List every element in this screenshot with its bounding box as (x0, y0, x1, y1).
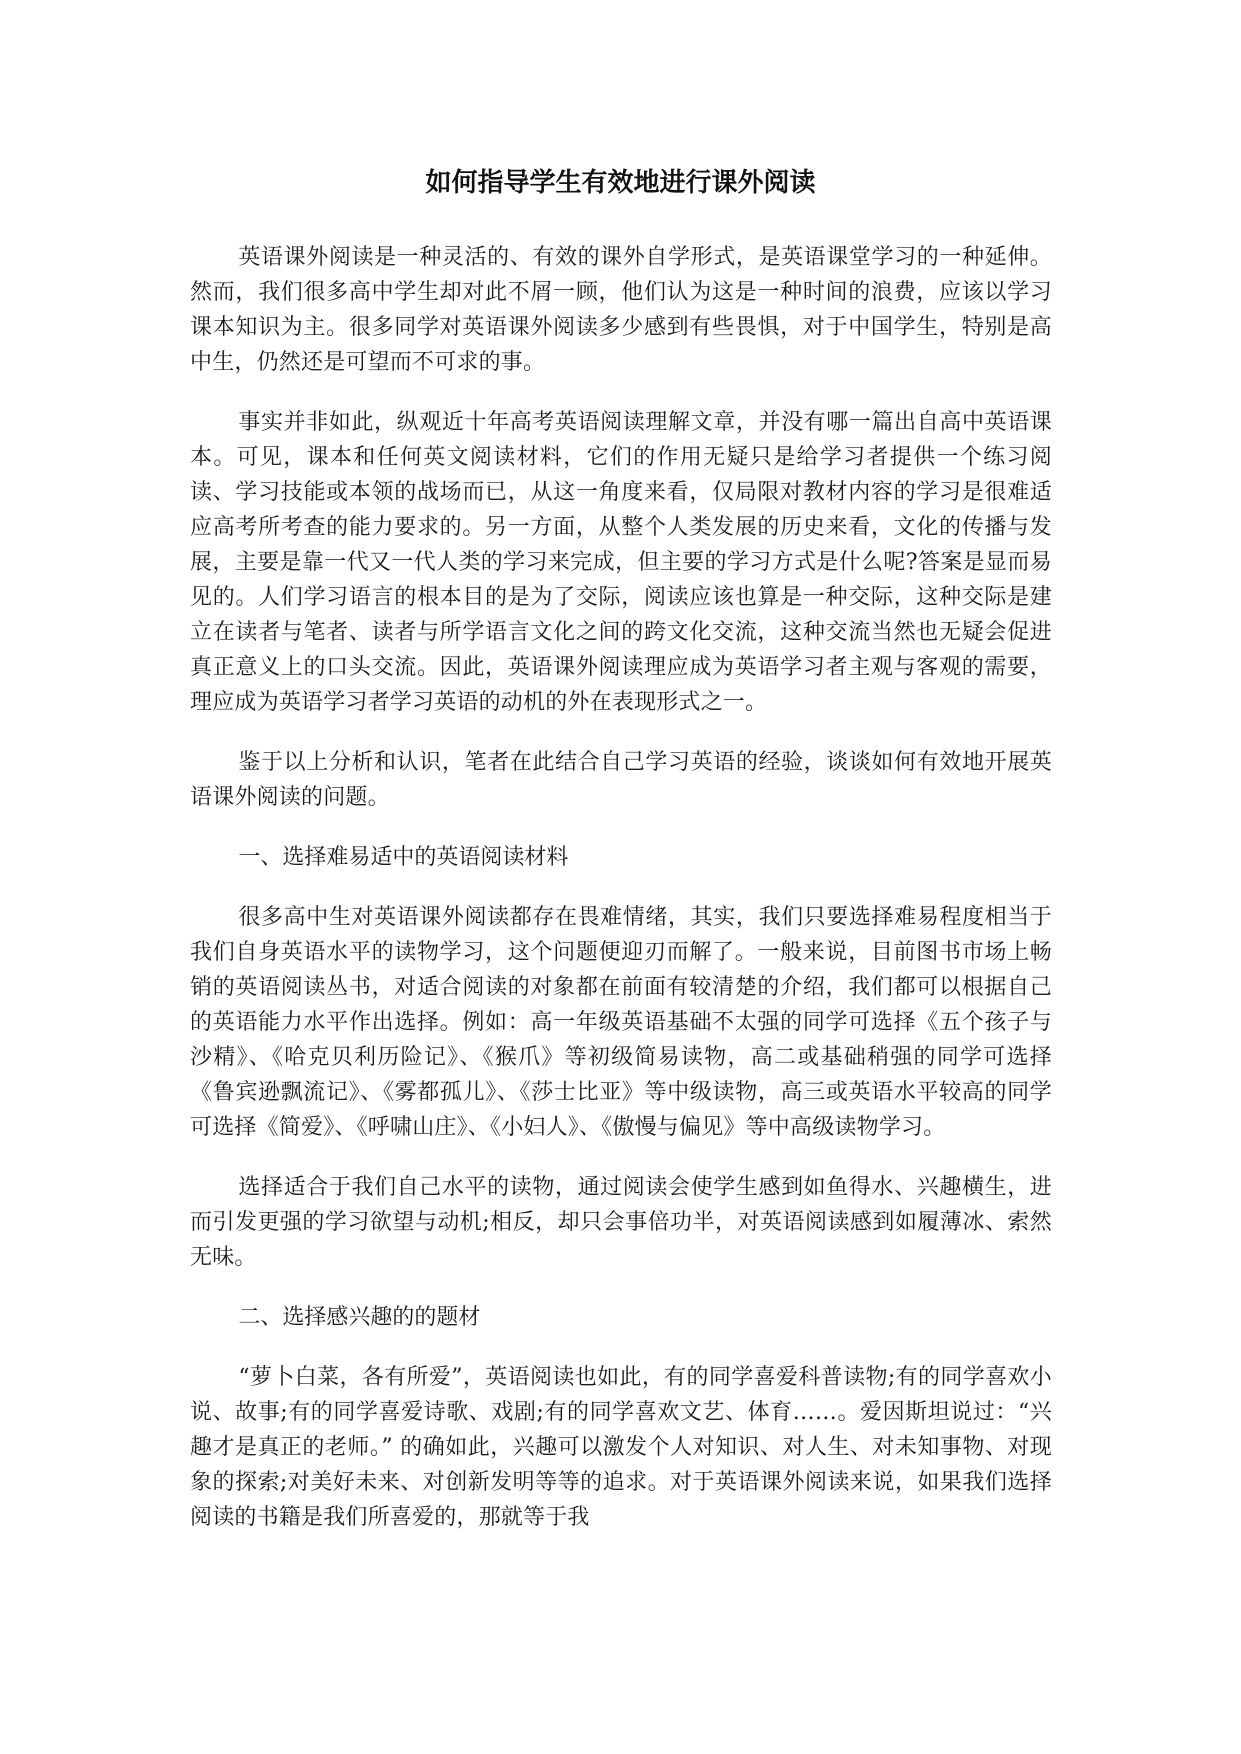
section-heading-2: 二、选择感兴趣的的题材 (238, 1305, 481, 1330)
paragraph-section2-a: “萝卜白菜，各有所爱”，英语阅读也如此，有的同学喜爱科普读物;有的同学喜欢小说、故事;有的同学喜爱诗歌、戏剧;有的同学喜欢文艺、体育……。爱因斯坦说过：“兴趣才是真正的老师。” 的确如此，兴趣可以激发个人对知识、对人生、对未知事物、对现象的探索;对美好未来、对创新发明等等的追求。对于英语课外阅读来说，如果我们选择阅读的书籍是我们所喜爱的，那就等于我 (190, 1365, 1052, 1530)
paragraph-intro: 英语课外阅读是一种灵活的、有效的课外自学形式，是英语课堂学习的一种延伸。然而，我们很多高中学生却对此不屑一顾，他们认为这是一种时间的浪费，应该以学习课本知识为主。很多同学对英语课外阅读多少感到有些畏惧，对于中国学生，特别是高中生，仍然还是可望而不可求的事。 (190, 245, 1052, 375)
document-title: 如何指导学生有效地进行课外阅读 (425, 168, 816, 198)
paragraph-section1-b: 选择适合于我们自己水平的读物，通过阅读会使学生感到如鱼得水、兴趣横生，进而引发更强的学习欲望与动机;相反，却只会事倍功半，对英语阅读感到如履薄冰、索然无味。 (190, 1175, 1052, 1270)
section-heading-1: 一、选择难易适中的英语阅读材料 (238, 845, 569, 870)
document-body (190, 240, 1052, 1560)
paragraph-section1-a: 很多高中生对英语课外阅读都存在畏难情绪，其实，我们只要选择难易程度相当于我们自身英语水平的读物学习，这个问题便迎刃而解了。一般来说，目前图书市场上畅销的英语阅读丛书，对适合阅读的对象都在前面有较清楚的介绍，我们都可以根据自己的英语能力水平作出选择。例如：高一年级英语基础不太强的同学可选择《五个孩子与沙精》、《哈克贝利历险记》、《猴爪》等初级简易读物，高二或基础稍强的同学可选择《鲁宾逊飘流记》、《雾都孤儿》、《莎士比亚》等中级读物，高三或英语水平较高的同学可选择《简爱》、《呼啸山庄》、《小妇人》、《傲慢与偏见》等中高级读物学习。 (190, 905, 1052, 1140)
paragraph-analysis: 事实并非如此，纵观近十年高考英语阅读理解文章，并没有哪一篇出自高中英语课本。可见，课本和任何英文阅读材料，它们的作用无疑只是给学习者提供一个练习阅读、学习技能或本领的战场而已，从这一角度来看，仅局限对教材内容的学习是很难适应高考所考查的能力要求的。另一方面，从整个人类发展的历史来看，文化的传播与发展，主要是靠一代又一代人类的学习来完成，但主要的学习方式是什么呢?答案是显而易见的。人们学习语言的根本目的是为了交际，阅读应该也算是一种交际，这种交际是建立在读者与笔者、读者与所学语言文化之间的跨文化交流，这种交流当然也无疑会促进真正意义上的口头交流。因此，英语课外阅读理应成为英语学习者主观与客观的需要，理应成为英语学习者学习英语的动机的外在表现形式之一。 (190, 410, 1052, 715)
paragraph-transition: 鉴于以上分析和认识，笔者在此结合自己学习英语的经验，谈谈如何有效地开展英语课外阅读的问题。 (190, 750, 1052, 810)
